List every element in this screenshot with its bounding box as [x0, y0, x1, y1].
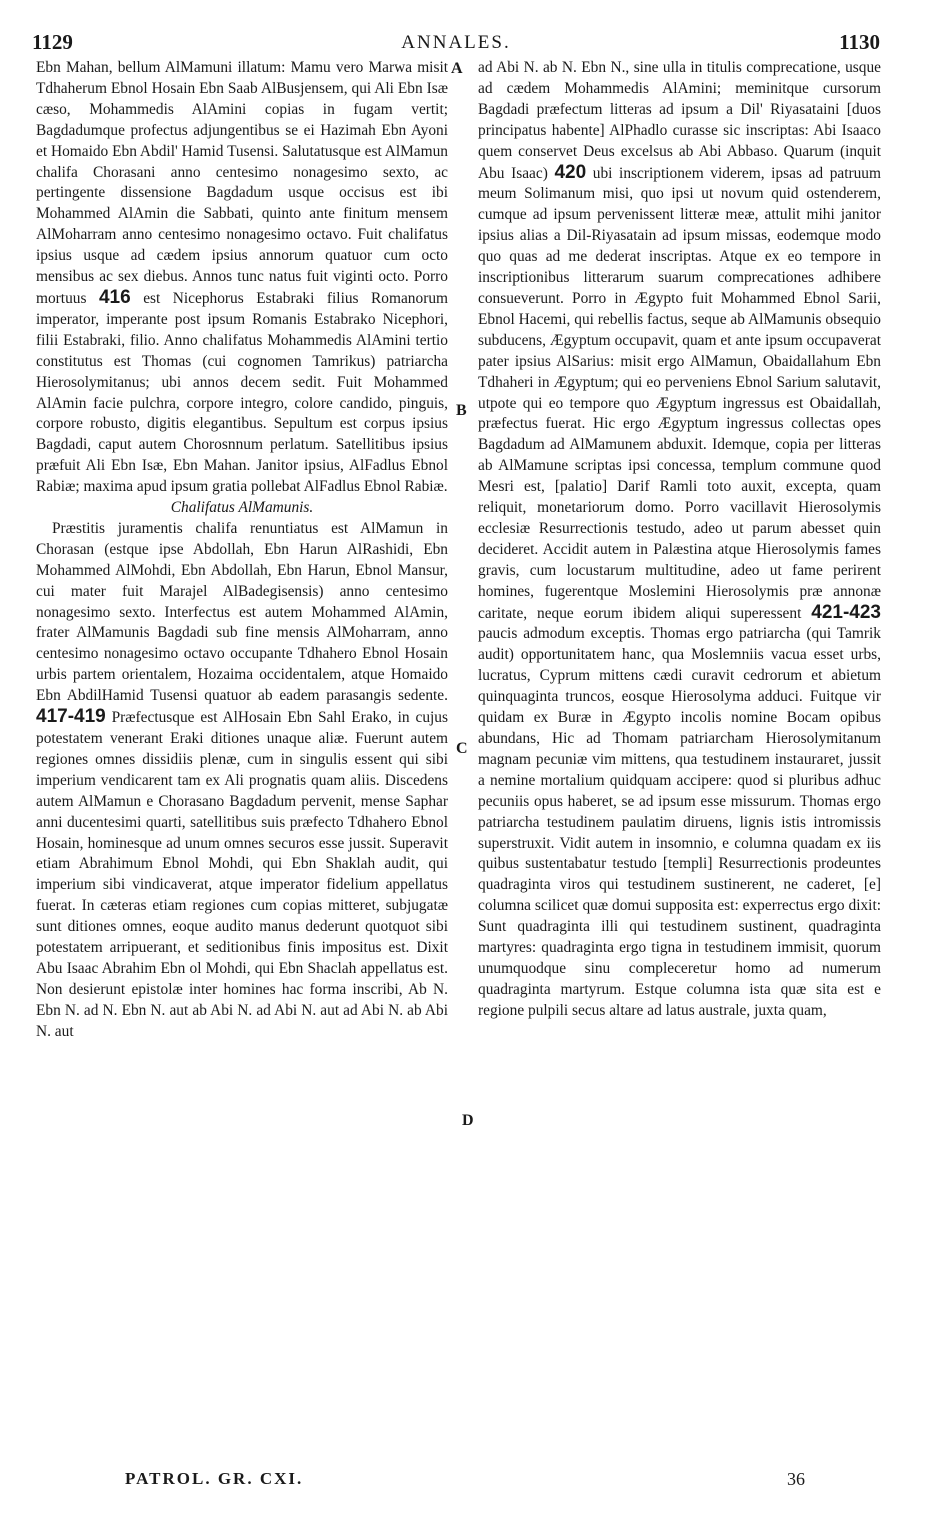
left-text-1: Ebn Mahan, bellum AlMamuni illatum: Mamu vero Marwa misit Tdhaherum Ebnol Hosain Ebn Saab AlBusjensem, qui Ali Ebn Isæ cæso, Mohammedis AlAmini copias in fugam vertit; Bagdadumque profectus adjungentibus se ei Hazimah Ebn Ayoni et Homaido Ebn Abdil' Hamid Tusensi. Salutatusque est AlMamun chalifa Chorasani anno centesimo nonagesimo sexto, ac pertingente dissensione Bagdadum usque occisus est ibi Mohammed AlAmin die Sabbati, quinto ante finitum mensem AlMoharram anno centesimo nonagesimo octavo. Fuit chalifatus ipsius usque ad cædem ipsius annorum quatuor cum octo mensibus ac sex diebus. Annos tunc natus fuit viginti octo. Porro mortuus — [36, 59, 448, 307]
signature-mark: PATROL. GR. CXI. — [125, 1469, 304, 1488]
left-column — [36, 58, 448, 1043]
right-paragraph-1 — [478, 58, 881, 1022]
left-text-2b: Præfectusque est AlHosain Ebn Sahl Erako, in cujus potestatem venerant Eraki ditiones unaque aliæ. Fuerunt autem regiones omnes dissidiis plenæ, cum in singulis essent qui sibi imperium vendicarent tam ex Ali prognatis quam aliis. Discedens autem AlMamun e Chorasano Bagdadum pervenit, mense Saphar anni ducentesimi quarti, satellitibus suis præfecto Tdhahero Ebnol Hosain, hominesque ad unum omnes securos esse jussit. Superavit etiam Abrahimum Ebnol Mohdi, qui Ebn Shaklah audit, qui imperium sibi vindicaverat, atque imperator fidelium appellatus fuerat. In cæteras etiam regiones cum copias mitteret, subjugatæ sunt ditiones omnes, eoque audito manus dederunt quotquot sibi potestatem arripuerant, et seditionibus finis impositus est. Dixit Abu Isaac Abrahim Ebn ol Mohdi, qui Ebn Shaclah appellatus est. Non desierunt epistolæ inter homines hac forma inscribi, Ab N. Ebn N. ad N. Ebn N. aut ab Abi N. ad Abi N. aut ad Abi N. ab Abi N. aut — [36, 709, 448, 1040]
page-number-left: 1129 — [32, 30, 73, 54]
margin-mark-b: B — [456, 402, 467, 419]
right-text-1c: paucis admodum exceptis. Thomas ergo patriarcha (qui Tamrik audit) opportunitatem hanc, qua Moslemniis vacua esset urbs, lucratus, Cyprum mittens cædi curavit cedrorum et abietum quinquaginta truncos, eosque Hierosolyma adduci. Fuitque vir quidam ex Buræ in Ægypto incolis nomine Bocam opibus abundans, Hic ad Thomam patriarcham Hierosolymitanum magnam pecuniæ vim mittens, qua testudinem instauraret, jussit a nemine mortalium quidquam accipere: quod si pluribus adhuc pecuniis opus haberet, se ad ipsum esse missurum. Thomas ergo patriarcha testudinem paulatim diruens, lignis istis intromissis superstruxit. Vidit autem in insomnio, e columna quadam ex iis quibus sustentabatur testudo [templi] Resurrectionis prodeuntes quadraginta viros qui testudinem sustinerent, ne caderet, [e] columna scilicet quæ domui supposita est: experrectus ergo dixit: Sunt quadraginta illi qui testudinem sustinent, quadraginta martyres: quadraginta ergo tigna in testudinem immisit, quorum unumquodque sinu compleceretur homo ad numerum quadraginta martyrum. Estque columna ista quæ sita est e regione pulpili secus altare ad latus australe, juxta quam, — [478, 625, 881, 1019]
margin-mark-a: A — [451, 60, 463, 77]
margin-mark-c: C — [456, 740, 468, 757]
left-paragraph-1 — [36, 58, 448, 498]
running-header — [32, 30, 880, 56]
right-text-1: ad Abi N. ab N. Ebn N., sine ulla in titulis comprecatione, usque ad cædem Mohammedis AlAmini; meminitque cursorum Bagdadi præfectum litteras ad ipsum a Dil' Riyasataini [duos principatus habente] AlPhadlo curasse sic inscriptas: Abi Isaaco quem conservet Deus excelsus ab Abi Abbaso. Quarum (inquit Abu Isaac) — [478, 59, 881, 182]
reference-number: 416 — [98, 286, 131, 308]
page-footer — [0, 1469, 925, 1499]
left-paragraph-2 — [36, 519, 448, 1043]
folio-number: 36 — [787, 1469, 805, 1489]
reference-number: 417-419 — [36, 706, 106, 728]
section-heading: Chalifatus AlMamunis. — [170, 499, 314, 517]
margin-mark-d: D — [462, 1112, 474, 1129]
reference-number: 421-423 — [811, 601, 881, 623]
reference-number: 420 — [554, 161, 587, 183]
running-title: ANNALES. — [401, 32, 511, 53]
left-text-2: Præstitis juramentis chalifa renuntiatus est AlMamun in Chorasan (estque ipse Abdollah, Ebn Harun AlRashidi, Ebn Mohammed AlMohdi, Ebn Abdollah, Ebn Harun, Ebnol Mansur, cui mater fuit Marajel AlBadegisensis) anno centesimo nonagesimo sexto. Interfectus est autem Mohammed AlAmin, frater AlMamunis Bagdadi sub fine mensis AlMoharram, anno centesimo nonagesimo octavo occupante Tdhahero Ebnol Hosain urbis partem orientalem, Hozaima occidentalem, atque Homaido Ebn AbdilHamid Tusensi quatuor ab eadem parasangis sedente. — [36, 519, 448, 705]
page-number-right: 1130 — [839, 30, 880, 54]
right-column — [478, 58, 881, 1022]
right-text-1b: ubi inscriptionem viderem, ipsas ad patruum meum Solimanum misi, quo ipsi ut novum quid ostenderem, cumque ad ipsum pervenissent litteræ meæ, attulit mihi janitor ipsius alias a Dil-Riyasatain ad ipsum missas, eodemque modo quo quas ad me dederat inscriptas. Atque ex eo tempore in inscriptionibus litterarum suarum comprecationes adhibere consueverunt. Porro in Ægypto fuit Mohammed Ebnol Sarii, Ebnol Hacemi, qui rebellis factus, seque ab AlMamunis obsequio subducens, Ægyptum occupavit, quam et ante ipsum occupaverat pater ipsius AlSarius: misit ergo AlMamun, Obaidallahum Ebn Tdhaheri in Ægyptum; qui eo perveniens Ebnol Sarium salutavit, utpote qui eo tempore quo Ægyptum ingressus est Obaidallah, præfectus fuerat. Hic ergo Ægyptum ingressus collectas opes Bagdadum ad AlMamunem abduxit. Idemque, copia per litteras ab AlMamune scriptas ipsi concessa, templum commune quod Mesri est, [palatio] Darif Ramli toto auxit, excepta, quam reliquit, monetariorum domo. Porro vacillavit Hierosolymis ecclesiæ Resurrectionis testudo, adeo ut parum abesset quin decideret. Accidit autem in Palæstina atque Hierosolymis fames gravis, cum locustarum multitudine, adeo ut fame perirent homines, fugerentque Moslemini Hierosolymis præ annonæ caritate, neque eorum ibidem aliqui superessent — [478, 164, 881, 622]
left-text-1b: est Nicephorus Estabraki filius Romanorum imperator, imperante post ipsum Romanis Estabrako Nicephori, filii Estabraki, filio. Anno chalifatus Mohammedis AlAmini tertio constitutus est Thomas (cui cognomen Tamrikus) patriarcha Hierosolymitanus; ubi annos decem sedit. Fuit Mohammed AlAmin facie pulchra, corpore integro, colore candido, pinguis, corpore robusto, digitis elegantibus. Sepultum est corpus ipsius Bagdadi, caput autem Chorosnnum perlatum. Satellitibus ipsius præfuit Ali Ebn Isæ, Ebn Mahan. Janitor ipsius, AlFadlus Ebnol Rabiæ; maxima apud ipsum gratia pollebat AlFadlus Ebnol Rabiæ. — [36, 289, 448, 496]
